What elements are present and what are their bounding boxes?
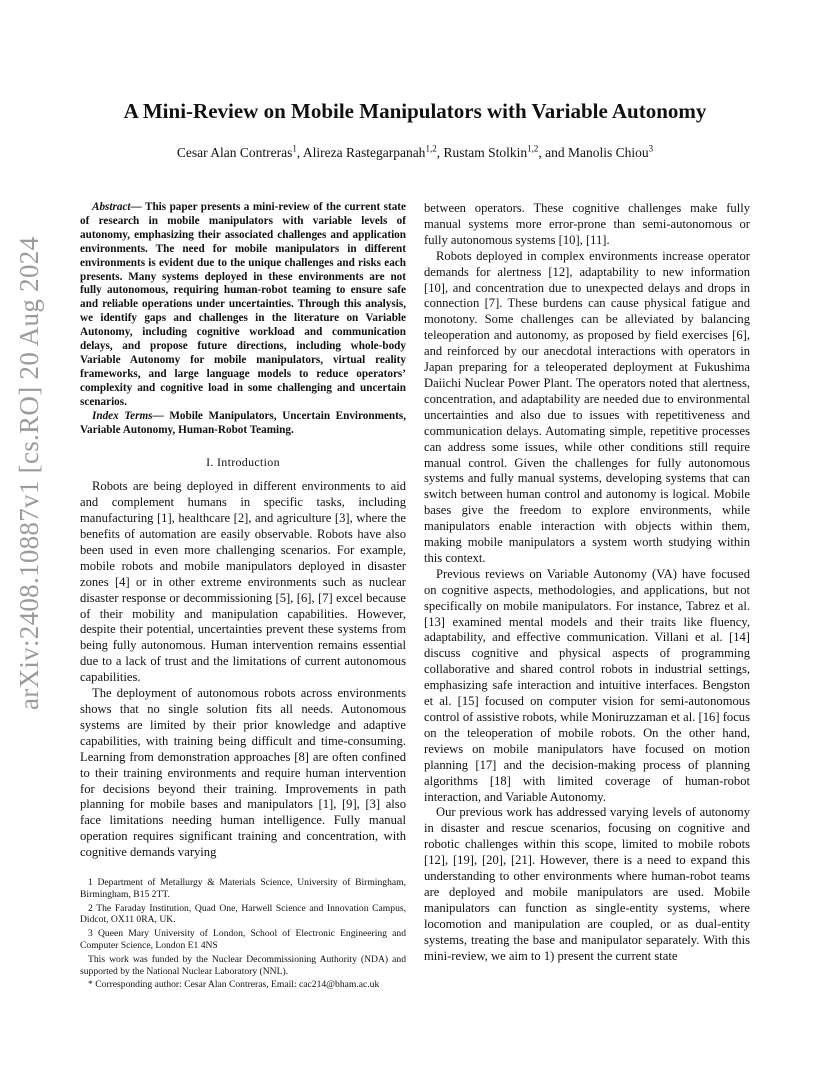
abstract xyxy=(80,201,406,410)
abstract-label: Abstract xyxy=(92,201,131,213)
footnote: 2 The Faraday Institution, Quad One, Harwell Science and Innovation Campus, Didcot, OX11 0RA, UK. xyxy=(80,902,406,926)
author-affiliation: 3 xyxy=(648,143,654,154)
footnote: 1 Department of Metallurgy & Materials Science, University of Birmingham, Birmingham, B15 2TT. xyxy=(80,877,406,900)
right-column xyxy=(424,201,750,965)
paragraph: The deployment of autonomous robots across environments shows that no single solution fits all needs. Autonomous systems are limited by their prior knowledge and adaptive capabilities, with training being difficult and time-consuming. Learning from demonstration approaches [8] are often confined to their training environments and require human intervention for decisions beyond their training. Improvements in path planning for mobile bases and manipulators [1], [9], [3] also face limitations needing human intelligence. Fully manual operation requires significant training and concentration, with cognitive demands varying xyxy=(80,686,406,860)
author-name: Manolis Chiou xyxy=(567,145,649,160)
author-affiliation: 1 xyxy=(292,143,297,154)
footnotes xyxy=(80,877,406,991)
author-separator: , and xyxy=(538,145,568,160)
author-name: Alireza Rastegarpanah xyxy=(302,145,426,160)
section-heading-introduction: I. Introduction xyxy=(206,455,280,470)
abstract-text: This paper presents a mini-review of the current state of research in mobile manipulators with variable levels of autonomy, emphasizing their associated challenges and application environments. The need for mobile manipulators in different environments is evident due to the unique challenges and risks each presents. Many systems deployed in these environments are not fully autonomous, requiring human-robot teaming to ensure safe and reliable operations under uncertainties. Through this analysis, we identify gaps and challenges in the literature on Variable Autonomy, including cognitive workload and communication delays, and propose future directions, including whole-body Variable Autonomy for mobile manipulators, virtual reality frameworks, and large language models to reduce operators’ complexity and cognitive load in some challenging and uncertain scenarios. xyxy=(80,201,406,408)
paper-title: A Mini-Review on Mobile Manipulators with Variable Autonomy xyxy=(123,99,707,123)
index-terms xyxy=(80,410,406,438)
paragraph: between operators. These cognitive challenges make fully manual systems more error-prone than semi-autonomous or fully autonomous systems [10], [11]. xyxy=(424,201,750,247)
abstract-dash: — xyxy=(130,201,145,213)
author-affiliation: 1,2 xyxy=(527,143,539,154)
paragraph: Our previous work has addressed varying levels of autonomy in disaster and rescue scenarios, focusing on cognitive and robotic challenges within this scope, limited to mobile robots [12], [19], [20], [21]. However, there is a need to expand this understanding to other environments where human-robot teams are deployed and mobile manipulators are used. Mobile manipulators can function as single-entity systems, where locomotion and manipulation are coupled, or as dual-entity systems, treating the base and manipulator separately. With this mini-review, we aim to 1) present the current state xyxy=(424,805,750,963)
paragraph: Previous reviews on Variable Autonomy (VA) have focused on cognitive aspects, methodologies, and applications, but not specifically on mobile manipulators. For instance, Tabrez et al. [13] examined mental models and their traits like fluency, adaptability, and effective communication. Villani et al. [14] discuss cognitive and physical aspects of programming collaborative and shared control robots in industrial settings, emphasizing safe interaction and intuitive interfaces. Bengston et al. [15] focused on computer vision for semi-autonomous control of assistive robots, while Moniruzzaman et al. [16] focus on the teleoperation of mobile robots. On the other hand, reviews on mobile manipulators have focused on motion planning [17] and the decision-making process of planning algorithms [18] with limited coverage of human-robot interaction, and Variable Autonomy. xyxy=(424,566,750,804)
left-column xyxy=(80,201,406,993)
index-terms-dash: — xyxy=(152,409,170,422)
index-terms-text: Mobile Manipulators, Uncertain Environments, Variable Autonomy, Human-Robot Teaming. xyxy=(80,409,406,436)
author-list xyxy=(60,144,770,162)
author-affiliation: 1,2 xyxy=(425,143,437,154)
paragraph: Robots are being deployed in different environments to aid and complement humans in specific tasks, including manufacturing [1], healthcare [2], and agriculture [3], where the benefits of automation are easily observable. Robots have also been used in even more challenging scenarios. For example, mobile robots and mobile manipulators deployed in disaster zones [4] or in other extreme environments such as nuclear disaster response or decommissioning [5], [6], [7] excel because of their mobility and manipulation capabilities. However, despite their potential, uncertainties prevent these systems from being fully autonomous. Human intervention remains essential due to a lack of trust and the limitations of current autonomous capabilities. xyxy=(80,479,406,685)
arxiv-stamp: arXiv:2408.10887v1 [cs.RO] 20 Aug 2024 xyxy=(14,236,44,710)
paragraph: Robots deployed in complex environments increase operator demands for alertness [12], adaptability to new information [10], and concentration due to unexpected delays and drops in connection [7]. These burdens can cause physical fatigue and monotony. Some challenges can be alleviated by balancing teleoperation and autonomy, as proposed by field exercises [6], and reinforced by our anecdotal interactions with operators in Japan preparing for a teleoperated deployment at Fukushima Daiichi Nuclear Power Plant. The operators noted that alertness, concentration, and adaptability are needed due to environmental uncertainties and also due to issues with repetitiveness and communication delays. Automating simple, repetitive processes can address some issues, while other conditions still require manual control. Given the challenges for fully autonomous systems and fully manual systems, developing systems that can switch between human control and autonomy is logical. Mobile bases give the freedom to explore environments, while manipulators enable interaction with objects within them, making mobile manipulators a system worth studying within this context. xyxy=(424,248,750,565)
author-separator: , xyxy=(296,145,303,160)
index-terms-label: Index Terms xyxy=(92,409,153,422)
footnote: * Corresponding author: Cesar Alan Contreras, Email: cac214@bham.ac.uk xyxy=(88,979,380,991)
author-name: Cesar Alan Contreras xyxy=(176,145,293,160)
author-name: Rustam Stolkin xyxy=(443,145,528,160)
footnote: 3 Queen Mary University of London, School of Electronic Engineering and Computer Science, London E1 4NS xyxy=(80,928,406,952)
footnote: This work was funded by the Nuclear Decommissioning Authority (NDA) and supported by the National Nuclear Laboratory (NNL). xyxy=(80,953,406,977)
author-separator: , xyxy=(436,145,444,160)
